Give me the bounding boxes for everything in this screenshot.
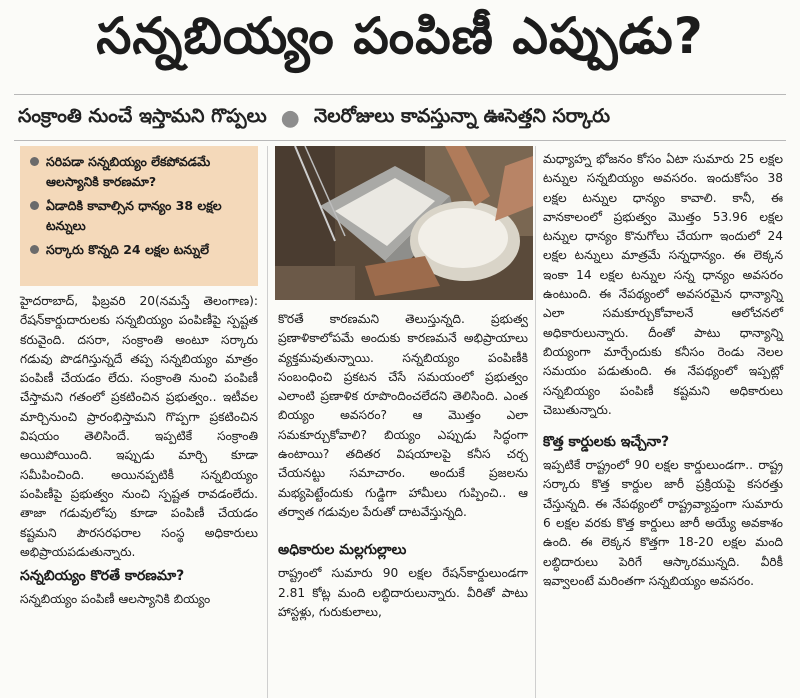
rice-photo-illustration xyxy=(275,146,533,300)
highlights-box xyxy=(20,146,258,286)
rice-sack-photo xyxy=(275,146,533,300)
article-paragraph: రాష్ట్రంలో సుమారు 90 లక్షల రేషన్‌కార్డులుండగా 2.81 కోట్ల మంది లబ్ధిదారులున్నారు. వీరితో పాటు హాస్టళ్లు, గురుకులాలు, xyxy=(278,566,528,619)
article-paragraph: సన్నబియ్యం పంపిణీ ఆలస్యానికి బియ్యం xyxy=(20,592,211,607)
article-paragraph: కొరతే కారణమని తెలుస్తున్నది. ప్రభుత్వ ప్రణాళికాలోపమే అందుకు కారణమనే అభిప్రాయాలు వ్యక్తమవుతున్నాయి. సన్నబియ్యం పంపిణీకి సంబంధించి ప్రకటన చేసే సమయంలో ప్రభుత్వం ఎలాంటి ప్రణాళిక రూపొందించలేదని తెలిసింది. ఎంత బియ్యం అవసరం? ఆ మొత్తం ఎలా సమకూర్చుకోవాలి? బియ్యం ఎప్పుడు సిద్ధంగా ఉంటాయి? తదితర విషయాలపై కనీస చర్చ చేయనట్టు సమాచారం. అందుకే ప్రజలను మభ్యపెట్టేందుకు గుడ్డిగా హామీలు గుప్పించి.. ఆ తర్వాత గడువుల పేరుతో దాటవేస్తున్నది. xyxy=(278,312,528,519)
headline: సన్నబియ్యం పంపిణీ ఎప్పుడు? xyxy=(96,7,704,65)
highlight-item: సర్కారు కొన్నది 24 లక్షల టన్నులే xyxy=(28,240,250,260)
subheadline-left: సంక్రాంతి నుంచే ఇస్తామని గొప్పలు xyxy=(18,104,267,127)
section-heading: కొత్త కార్డులకు ఇచ్చేనా? xyxy=(543,434,670,451)
subheadline-right: నెలరోజులు కావస్తున్నా ఊసెత్తని సర్కారు xyxy=(313,104,611,127)
article-paragraph: హైదరాబాద్, ఫిబ్రవరి 20(నమస్తే తెలంగాణ): రేషన్‌కార్డుదారులకు సన్నబియ్యం పంపిణీపై స్పష్టత కరువైంది. దసరా, సంక్రాంతి అంటూ సర్కారు గడువు పొడగిస్తున్నదే తప్ప సన్నబియ్యం మాత్రం పంపిణీ చేయడం లేదు. సంక్రాంతి నుంచి పంపిణీ చేస్తామని గతంలో ప్రకటించిన ప్రభుత్వం.. ఇటీవల మార్చినుంచి ప్రారంభిస్తామని గొప్పగా ప్రకటించిన విషయం తెలిసిందే. ఇప్పటికే సంక్రాంతి అయిపోయింది. ఇప్పుడు మార్చి కూడా సమీపించింది. అయినప్పటికీ సన్నబియ్యం పంపిణీపై ప్రభుత్వం నుంచి స్పష్టత రావడంలేదు. తాజా గడువులోపు కూడా పంపిణీ చేయడం కష్టమని పౌరసరఫరాల సంస్థ అధికారులు అభిప్రాయపడుతున్నారు. xyxy=(20,294,258,559)
section-heading: సన్నబియ్యం కొరతే కారణమా? xyxy=(20,568,185,585)
article-paragraph: ఇప్పటికే రాష్ట్రంలో 90 లక్షల కార్డులుండగా.. రాష్ట్ర సర్కారు కొత్త కార్డుల జారీ ప్రక్రియపై కసరత్తు చేస్తున్నది. ఈ నేపథ్యంలో రాష్ట్రవ్యాప్తంగా సుమారు 6 లక్షల వరకు కొత్త కార్డులు జారీ అయ్యే అవకాశం ఉంది. ఈ లెక్కన కొత్తగా 18-20 లక్షల మంది లబ్ధిదారులు పెరిగే ఆస్కారమున్నది. వీరికీ ఇవ్వాలంటే మరింతగా సన్నబియ్యం అవసరం. xyxy=(543,458,783,588)
column-1 xyxy=(20,292,258,609)
article-paragraph: మధ్యాహ్న భోజనం కోసం ఏటా సుమారు 25 లక్షల టన్నుల సన్నబియ్యం అవసరం. ఇందుకోసం 38 లక్షల టన్నుల ధాన్యం కావాలి. కానీ, ఈ వానకాలంలో ప్రభుత్వం మొత్తం 53.96 లక్షల టన్నుల ధాన్యం కొనుగోలు చేయగా ఇందులో 24 లక్షల టన్నులు మాత్రమే సన్నధాన్యం. ఈ లెక్కన ఇంకా 14 లక్షల టన్నుల సన్న ధాన్యం అవసరం ఉంటుంది. ఈ నేపథ్యంలో అవసరమైన ధాన్యాన్ని ఎలా సమకూర్చుకోవాలనే ఆలోచనలో అధికారులున్నారు. దీంతో పాటు ధాన్యాన్ని బియ్యంగా మార్చేందుకు కనీసం రెండు నెలల సమయం పడుతుంది. ఈ నేపథ్యంలో ఇప్పట్లో సన్నబియ్యం పంపిణీ కష్టమని అధికారులు చెబుతున్నారు. xyxy=(543,152,783,417)
highlight-item: సరిపడా సన్నబియ్యం లేకపోవడమే ఆలస్యానికి కారణమా? xyxy=(28,152,250,192)
sub-rule xyxy=(14,140,786,141)
column-divider xyxy=(267,146,268,698)
column-3 xyxy=(543,150,783,591)
subheadline xyxy=(18,98,788,138)
column-2 xyxy=(278,310,528,622)
column-divider xyxy=(535,146,536,698)
section-heading: అధికారుల మల్లగుల్లాలు xyxy=(278,542,407,559)
bullet-separator: ● xyxy=(280,105,300,131)
top-rule xyxy=(14,94,786,95)
highlight-item: ఏడాదికి కావాల్సిన ధాన్యం 38 లక్షల టన్నులు xyxy=(28,196,250,236)
